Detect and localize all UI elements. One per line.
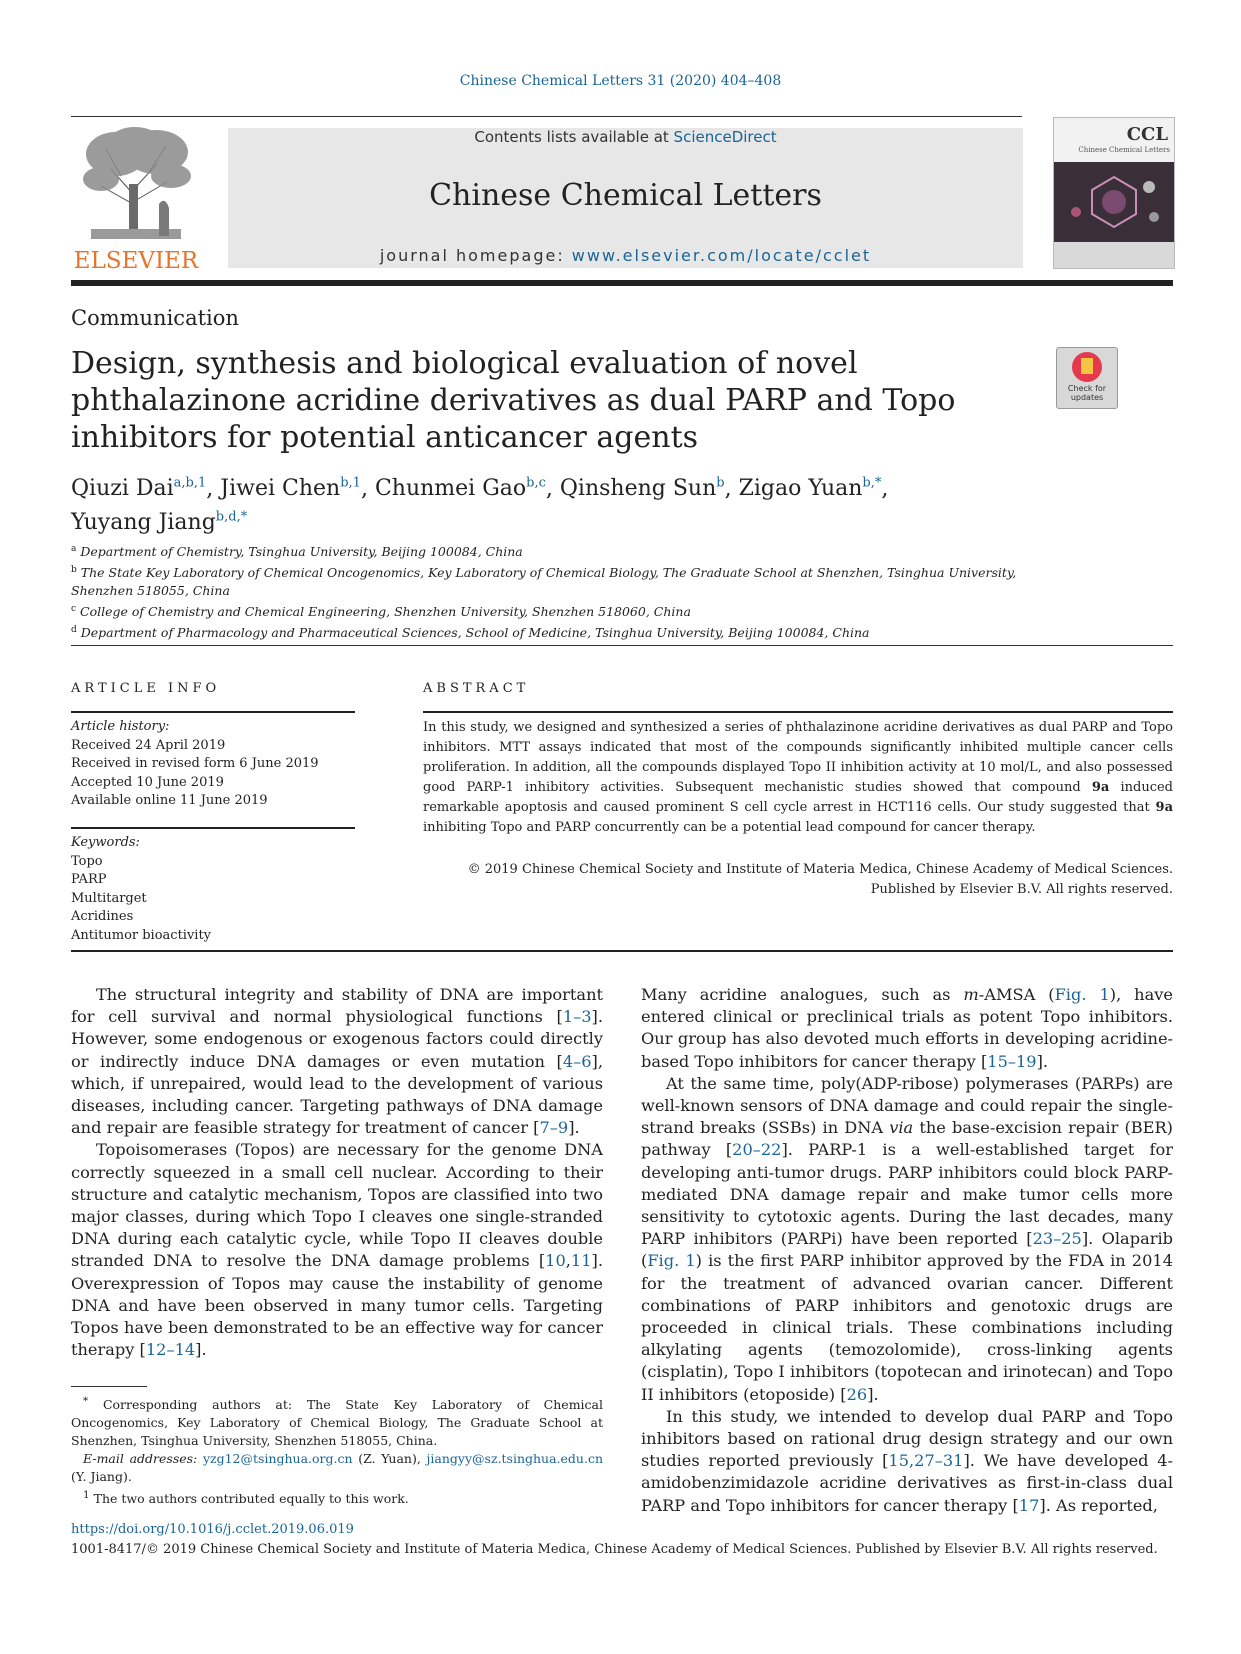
affiliation: [71, 561, 1071, 600]
text-run: ]. Olaparib (: [641, 1229, 1173, 1271]
abstract-rule: [423, 711, 1173, 713]
author[interactable]: [560, 476, 725, 501]
article-info-rule: [71, 711, 355, 713]
email-owner: (Z. Yuan),: [352, 1451, 427, 1467]
molecule-icon: [1054, 162, 1174, 242]
equal-contribution-footnote: [71, 1486, 603, 1508]
copyright-line: © 2019 Chinese Chemical Society and Institute of Materia Medica, Chinese Academy of Medical Sciences.: [467, 862, 1173, 877]
header-rule: [71, 116, 1022, 117]
article-history: [71, 718, 361, 811]
affiliation-mark: b: [71, 565, 77, 576]
journal-reference[interactable]: [0, 73, 1241, 89]
affiliation-text: Department of Chemistry, Tsinghua University, Beijing 100084, China: [80, 544, 523, 560]
abstract-copyright: [423, 860, 1173, 900]
author[interactable]: [739, 476, 882, 501]
homepage-prefix: journal homepage:: [379, 246, 572, 265]
affiliation: [71, 600, 1071, 621]
author-name: Qiuzi Dai: [71, 476, 174, 502]
abstract-heading: ABSTRACT: [423, 681, 530, 696]
author-superscript[interactable]: b: [716, 476, 725, 491]
email-link-yuan[interactable]: yzg12@tsinghua.org.cn: [202, 1451, 353, 1467]
text-run: ) is the first PARP inhibitor approved by the FDA in 2014 for the treatment of advanced ovarian cancer. Different combinations of PARP inhibitors and genotoxic drugs are proceeded in clinical trials. These combinations including alkylating agents (temozolomide), cross-linking agents (cisplatin), Topo I inhibitors (topotecan and irinotecan) and Topo II inhibitors (etoposide) [: [641, 1251, 1173, 1404]
body-rule: [71, 950, 1173, 952]
body-paragraph: [71, 1139, 603, 1361]
author-superscript[interactable]: b,d,*: [215, 509, 248, 525]
compound-label: 9a: [1091, 780, 1110, 795]
text-run: In this study, we intended to develop dual PARP and Topo inhibitors based on rational drug design strategy and our own studies reported previously [: [641, 1406, 1173, 1471]
sciencedirect-link[interactable]: ScienceDirect: [673, 128, 777, 146]
check-updates-label: Check for updates: [1067, 384, 1107, 402]
citation-link[interactable]: 4–6: [562, 1051, 592, 1071]
affiliation-text: Department of Pharmacology and Pharmaceutical Sciences, School of Medicine, Tsinghua University, Beijing 100084, China: [80, 625, 870, 641]
author-superscript[interactable]: b,1: [340, 476, 361, 491]
bookmark-icon: [1072, 352, 1102, 382]
cover-artwork: [1054, 162, 1174, 242]
author-name: Jiwei Chen: [220, 476, 341, 502]
affiliations: [71, 540, 1071, 643]
citation-link[interactable]: 20–22: [732, 1140, 782, 1160]
homepage-line: [228, 246, 1023, 265]
homepage-link[interactable]: www.elsevier.com/locate/cclet: [571, 246, 872, 265]
abstract-segment: In this study, we designed and synthesized a series of phthalazinone acridine derivatives as dual PARP and Topo inhibitors. MTT assays indicated that most of the compounds significantly inhibited multiple cancer cells proliferation. In addition, all the compounds displayed Topo II inhibition activity at 10 mol/L, and also possessed good PARP-1 inhibitory activities. Subsequent mechanistic studies showed that compound: [423, 720, 1173, 795]
author[interactable]: [71, 510, 247, 535]
author-name: Yuyang Jiang: [71, 509, 216, 535]
body-paragraph: [641, 1073, 1173, 1406]
footnote-rule: [71, 1386, 147, 1387]
body-paragraph: [641, 984, 1173, 1073]
citation-link[interactable]: 7–9: [539, 1118, 569, 1138]
masthead-rule: [71, 280, 1173, 286]
doi[interactable]: [71, 1522, 354, 1537]
italic-text: m: [963, 985, 979, 1004]
elsevier-wordmark: ELSEVIER: [73, 248, 199, 274]
journal-masthead: [228, 128, 1023, 268]
citation-link[interactable]: 12–14: [145, 1340, 196, 1360]
author[interactable]: [375, 476, 546, 501]
keyword: Acridines: [71, 909, 134, 924]
affiliation-text: The State Key Laboratory of Chemical Oncogenomics, Key Laboratory of Chemical Biology, The Graduate School at Shenzhen, Tsinghua University, Shenzhen 518055, China: [71, 565, 1017, 599]
citation-link[interactable]: 15,27–31: [888, 1451, 964, 1471]
keyword: Antitumor bioactivity: [71, 927, 212, 943]
author-name: Chunmei Gao: [374, 476, 527, 502]
compound-label: 9a: [1155, 800, 1173, 815]
footnote-mark: 1: [83, 1489, 90, 1502]
text-run: ]. As reported,: [1039, 1495, 1158, 1515]
issn-copyright: 1001-8417/© 2019 Chinese Chemical Society and Institute of Materia Medica, Chinese Academy of Medical Sciences. Published by Elsevier B.V. All rights reserved.: [71, 1542, 1158, 1557]
citation-link[interactable]: Fig. 1: [1054, 985, 1110, 1004]
history-entry: Received 24 April 2019: [71, 737, 226, 753]
italic-text: via: [889, 1118, 914, 1138]
history-entry: Accepted 10 June 2019: [71, 774, 224, 790]
article-info-heading: ARTICLE INFO: [71, 681, 221, 696]
history-label: Article history:: [71, 719, 170, 734]
citation-link[interactable]: 23–25: [1032, 1229, 1082, 1249]
body-column-right: [641, 984, 1173, 1517]
citation-link[interactable]: 1–3: [562, 1007, 592, 1027]
history-entry: Received in revised form 6 June 2019: [71, 756, 319, 771]
corresponding-footnote: [71, 1392, 603, 1450]
body-column-left: [71, 984, 603, 1361]
keyword: Topo: [71, 853, 103, 869]
author[interactable]: [220, 476, 361, 501]
cover-title: CCL: [1126, 124, 1168, 145]
text-run: ].: [867, 1384, 879, 1404]
text-run: Topoisomerases (Topos) are necessary for the genome DNA correctly squeezed in a small cell nuclear. According to their structure and catalytic mechanism, Topos are classified into two major classes, during which Topo I cleaves one single-stranded DNA during each catalytic cycle, while Topo II cleaves double stranded DNA to resolve the DNA damage problems [: [71, 1140, 603, 1271]
author-name: Qinsheng Sun: [559, 476, 717, 502]
journal-name: Chinese Chemical Letters: [429, 178, 822, 213]
text-run: The structural integrity and stability of DNA are important for cell survival and normal physiological functions [: [71, 985, 603, 1027]
text-run: -AMSA (: [978, 985, 1055, 1004]
email-label: E-mail addresses:: [83, 1451, 203, 1467]
article-title: Design, synthesis and biological evaluation of novel phthalazinone acridine derivatives as dual PARP and Topo inhibitors for potential anticancer agents: [71, 346, 956, 455]
keywords-label: Keywords:: [71, 835, 140, 850]
text-run: ].: [195, 1340, 207, 1360]
email-footnote: [71, 1450, 603, 1486]
text-run: ].: [1036, 1051, 1049, 1071]
body-paragraph: [71, 984, 603, 1139]
text-run: ,: [565, 1251, 571, 1271]
text-run: Many acridine analogues, such as: [641, 985, 964, 1004]
footnote-text: Corresponding authors at: The State Key Laboratory of Chemical Oncogenomics, Key Laboratory of Chemical Biology, The Graduate School at Shenzhen, Tsinghua University, Shenzhen 518055, China.: [71, 1397, 603, 1449]
keywords-rule: [71, 827, 355, 829]
text-run: ), have entered clinical or preclinical trials as potent Topo inhibitors. Our group has also devoted much efforts in developing acridine-based Topo inhibitors for cancer therapy [: [641, 985, 1173, 1071]
text-run: ], which, if unrepaired, would lead to the development of various diseases, including cancer. Targeting pathways of DNA damage and repair are feasible strategy for treatment of cancer [: [71, 1051, 603, 1138]
email-link-jiang[interactable]: jiangyy@sz.tsinghua.edu.cn: [426, 1451, 603, 1467]
copyright-line: Published by Elsevier B.V. All rights reserved.: [870, 882, 1173, 897]
affiliations-rule: [71, 645, 1173, 646]
footnote-mark: *: [83, 1395, 89, 1407]
text-run: ]. PARP-1 is a well-established target for developing anti-tumor drugs. PARP inhibitors could block PARP-mediated DNA damage repair and make tumor cells more sensitivity to cytotoxic agents. During the last decades, many PARP inhibitors (PARPi) have been reported [: [641, 1140, 1173, 1249]
check-for-updates-button[interactable]: [1056, 347, 1118, 409]
affiliation-mark: a: [71, 544, 77, 554]
text-run: At the same time, poly(ADP-ribose) polymerases (PARPs) are well-known sensors of DNA damage and could repair the single-strand breaks (SSBs) in DNA: [641, 1073, 1173, 1138]
keyword: PARP: [71, 872, 107, 887]
text-run: ]. However, some endogenous or exogenous factors could directly or indirectly induce DNA damages or even mutation [: [71, 1007, 603, 1071]
email-owner: (Y. Jiang).: [71, 1469, 132, 1485]
text-run: ]. We have developed 4-amidobenzimidazole acridine derivatives as first-in-class dual PARP and Topo inhibitors for cancer therapy [: [641, 1451, 1173, 1515]
author-list: Qiuzi Dai$^{a,b,1}$, Jiwei Chen$^{b,1}$, Chunmei Gao$^{b,c}$, Qinsheng Sun$^b$, Zigao Yuan$^{b,*}$, Yuyang Jiang$^{b,d,*}$: [71, 476, 889, 535]
history-entry: Available online 11 June 2019: [71, 793, 268, 808]
elsevier-tree-icon: [71, 124, 201, 242]
contents-line: [228, 128, 1023, 146]
cover-header: [1054, 118, 1174, 162]
elsevier-logo: [71, 124, 201, 274]
article-section: Communication: [71, 306, 239, 330]
affiliation: [71, 540, 1071, 561]
author[interactable]: [71, 476, 206, 501]
footnotes: [71, 1392, 603, 1508]
footnote-text: The two authors contributed equally to this work.: [93, 1491, 409, 1507]
citation-link[interactable]: 26: [846, 1384, 868, 1404]
journal-reference-link[interactable]: Chinese Chemical Letters 31 (2020) 404–408: [459, 73, 782, 89]
affiliation-mark: c: [71, 604, 77, 615]
doi-link[interactable]: https://doi.org/10.1016/j.cclet.2019.06.019: [71, 1522, 354, 1537]
abstract-segment: inhibiting Topo and PARP concurrently can be a potential lead compound for cancer therapy.: [423, 820, 1036, 835]
author-superscript[interactable]: b,*: [862, 476, 882, 491]
author-name: Zigao Yuan: [738, 476, 863, 502]
citation-link[interactable]: 15–19: [987, 1051, 1037, 1071]
text-run: ]. Overexpression of Topos may cause the instability of genome DNA and have been observed in many tumor cells. Targeting Topos have been demonstrated to be an effective way for cancer therapy [: [71, 1251, 603, 1360]
cover-subtitle: Chinese Chemical Letters: [1078, 146, 1170, 154]
body-paragraph: [641, 1406, 1173, 1517]
keyword: Multitarget: [71, 890, 147, 906]
author-superscript[interactable]: a,b,1: [173, 476, 207, 491]
citation-link[interactable]: 10: [545, 1251, 566, 1271]
affiliation-text: College of Chemistry and Chemical Engineering, Shenzhen University, Shenzhen 518060, China: [80, 604, 691, 620]
affiliation-mark: d: [71, 625, 77, 636]
affiliation: [71, 621, 1071, 642]
abstract-text: [423, 718, 1173, 838]
author-superscript[interactable]: b,c: [526, 476, 546, 491]
journal-cover-image[interactable]: [1053, 117, 1175, 269]
text-run: the base-excision repair (BER) pathway [: [641, 1118, 1173, 1160]
citation-link[interactable]: 11: [570, 1251, 592, 1271]
citation-link[interactable]: 17: [1018, 1495, 1040, 1515]
abstract-segment: induced remarkable apoptosis and caused prominent S cell cycle arrest in HCT116 cells. Our study suggested that: [423, 780, 1174, 815]
citation-link[interactable]: Fig. 1: [647, 1251, 696, 1271]
contents-prefix: Contents lists available at: [474, 128, 674, 146]
text-run: ].: [568, 1118, 580, 1138]
keywords: [71, 834, 361, 945]
